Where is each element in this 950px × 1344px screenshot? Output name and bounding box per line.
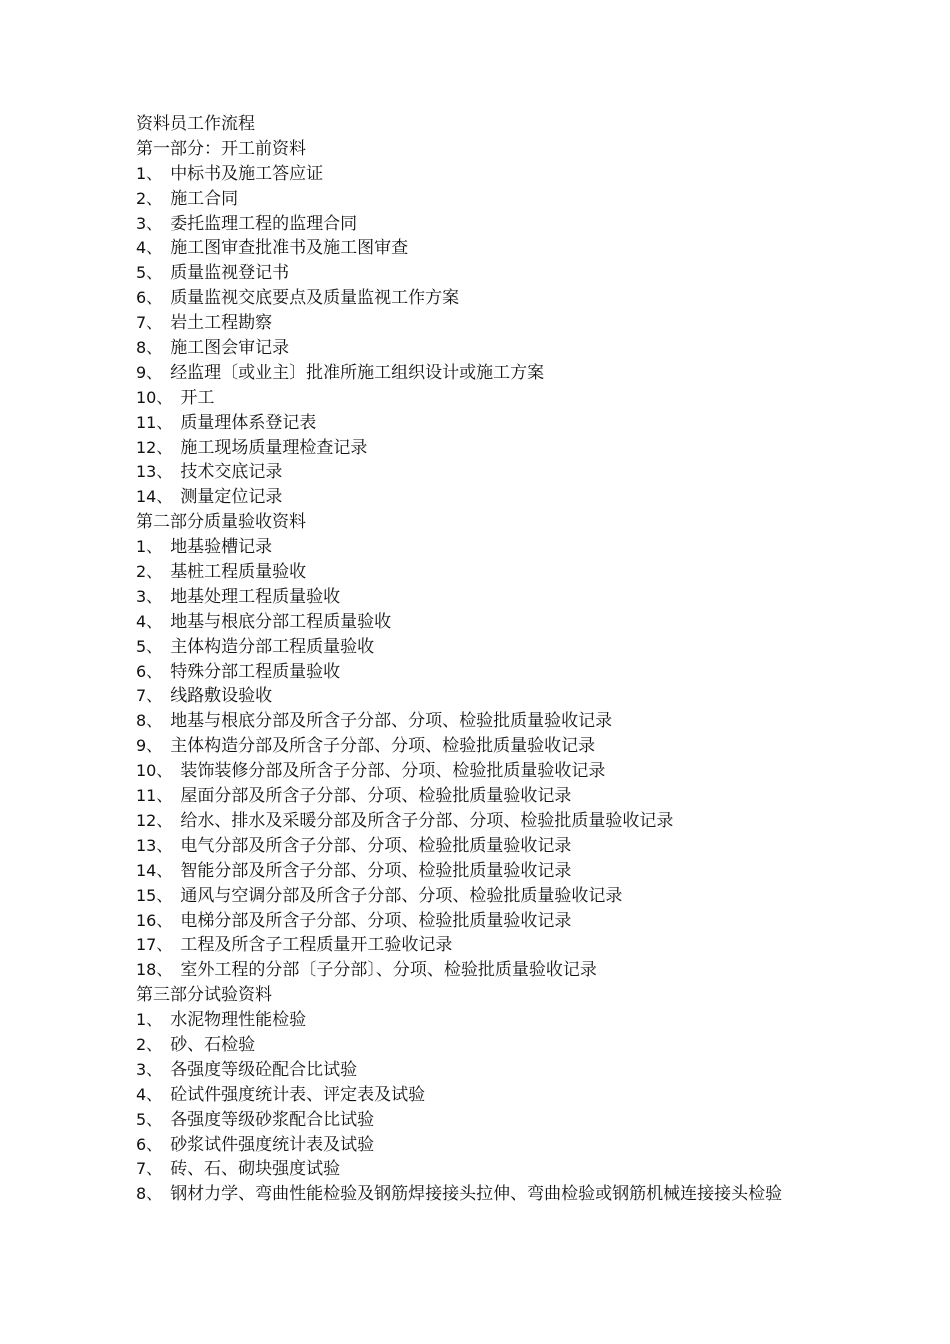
item-text: 地基与根底分部工程质量验收: [170, 611, 392, 632]
list-item: [136, 784, 836, 809]
list-item: [136, 1157, 836, 1182]
list-item: [136, 635, 836, 660]
item-number: 2、: [136, 562, 163, 582]
list-item: [136, 809, 836, 834]
list-item: [136, 1008, 836, 1033]
list-item: [136, 162, 836, 187]
item-number: 5、: [136, 1109, 163, 1129]
item-number: 8、: [136, 1184, 163, 1204]
item-number: 9、: [136, 736, 163, 756]
list-item: [136, 1133, 836, 1158]
item-number: 9、: [136, 362, 163, 382]
list-item: [136, 286, 836, 311]
section-heading: 第一部分：开工前资料: [136, 138, 306, 159]
list-item: [136, 660, 836, 685]
item-text: 工程及所含子工程质量开工验收记录: [180, 935, 453, 956]
list-item: [136, 610, 836, 635]
list-item: [136, 1083, 836, 1108]
list-item: [136, 1182, 808, 1207]
item-number: 1、: [136, 537, 163, 557]
list-item: [136, 361, 836, 386]
item-text: 施工图审查批准书及施工图审查: [170, 238, 409, 259]
item-text: 施工现场质量理检查记录: [180, 437, 368, 458]
list-item: [136, 336, 836, 361]
item-text: 砂、石检验: [170, 1034, 256, 1055]
item-number: 12、: [136, 437, 173, 457]
item-text: 主体构造分部及所含子分部、分项、检验批质量验收记录: [170, 736, 596, 757]
list-item: [136, 212, 836, 237]
item-number: 13、: [136, 835, 173, 855]
list-item: [136, 411, 836, 436]
list-item: [136, 759, 836, 784]
item-text: 岩土工程勘察: [170, 313, 273, 334]
item-text: 开工: [180, 387, 215, 408]
item-text: 给水、排水及采暖分部及所含子分部、分项、检验批质量验收记录: [180, 810, 674, 831]
list-item: [136, 311, 836, 336]
item-text: 屋面分部及所含子分部、分项、检验批质量验收记录: [180, 786, 572, 807]
item-text: 质量监视登记书: [170, 263, 290, 284]
list-item: [136, 834, 836, 859]
item-text: 经监理〔或业主〕批准所施工组织设计或施工方案: [170, 362, 545, 383]
item-number: 4、: [136, 1084, 163, 1104]
item-text: 测量定位记录: [180, 487, 283, 508]
item-text: 质量理体系登记表: [180, 412, 317, 433]
item-text: 地基验槽记录: [170, 537, 273, 558]
list-item: [136, 933, 836, 958]
list-item: [136, 684, 836, 709]
item-text: 地基处理工程质量验收: [170, 586, 341, 607]
item-number: 1、: [136, 1010, 163, 1030]
list-item: [136, 460, 836, 485]
item-text: 通风与空调分部及所含子分部、分项、检验批质量验收记录: [180, 885, 623, 906]
list-item: [136, 261, 836, 286]
list-item: [136, 1033, 836, 1058]
item-text: 钢材力学、弯曲性能检验及钢筋焊接接头拉伸、弯曲检验或钢筋机械连接接头检验: [170, 1184, 783, 1205]
item-number: 11、: [136, 412, 173, 432]
item-number: 4、: [136, 611, 163, 631]
list-item: [136, 884, 836, 909]
item-text: 质量监视交底要点及质量监视工作方案: [170, 288, 460, 309]
item-number: 4、: [136, 238, 163, 258]
document-page: [136, 112, 836, 1207]
item-text: 施工图会审记录: [170, 338, 290, 359]
item-text: 线路敷设验收: [170, 686, 273, 707]
list-item: [136, 187, 836, 212]
item-number: 13、: [136, 462, 173, 482]
item-text: 智能分部及所含子分部、分项、检验批质量验收记录: [180, 860, 572, 881]
item-text: 水泥物理性能检验: [170, 1010, 307, 1031]
list-item: [136, 585, 836, 610]
item-text: 委托监理工程的监理合同: [170, 213, 358, 234]
item-number: 11、: [136, 786, 173, 806]
item-number: 10、: [136, 387, 173, 407]
item-number: 15、: [136, 885, 173, 905]
item-text: 地基与根底分部及所含子分部、分项、检验批质量验收记录: [170, 711, 613, 732]
item-text: 装饰装修分部及所含子分部、分项、检验批质量验收记录: [180, 761, 606, 782]
list-item: [136, 560, 836, 585]
item-text: 砖、石、砌块强度试验: [170, 1159, 341, 1180]
item-text: 基桩工程质量验收: [170, 562, 307, 583]
item-number: 1、: [136, 163, 163, 183]
item-number: 7、: [136, 1159, 163, 1179]
list-item: [136, 236, 836, 261]
item-number: 7、: [136, 313, 163, 333]
list-item: [136, 1108, 836, 1133]
item-number: 10、: [136, 761, 173, 781]
item-number: 17、: [136, 935, 173, 955]
item-number: 14、: [136, 860, 173, 880]
list-item: [136, 386, 836, 411]
item-number: 5、: [136, 636, 163, 656]
item-text: 特殊分部工程质量验收: [170, 661, 341, 682]
list-item: [136, 909, 836, 934]
item-text: 各强度等级砼配合比试验: [170, 1059, 358, 1080]
list-item: [136, 734, 836, 759]
item-text: 砼试件强度统计表、评定表及试验: [170, 1084, 426, 1105]
item-text: 电气分部及所含子分部、分项、检验批质量验收记录: [180, 835, 572, 856]
item-number: 6、: [136, 1134, 163, 1154]
item-text: 主体构造分部工程质量验收: [170, 636, 375, 657]
item-number: 8、: [136, 711, 163, 731]
item-text: 电梯分部及所含子分部、分项、检验批质量验收记录: [180, 910, 572, 931]
list-item: [136, 859, 836, 884]
item-number: 14、: [136, 487, 173, 507]
list-item: [136, 436, 836, 461]
item-text: 中标书及施工答应证: [170, 163, 324, 184]
section-heading: 第二部分质量验收资料: [136, 512, 306, 533]
list-item: [136, 958, 836, 983]
document-title: 资料员工作流程: [136, 114, 255, 134]
item-number: 3、: [136, 213, 163, 233]
item-text: 砂浆试件强度统计表及试验: [170, 1134, 375, 1155]
item-text: 室外工程的分部〔子分部〕、分项、检验批质量验收记录: [180, 960, 597, 981]
item-number: 8、: [136, 338, 163, 358]
item-number: 6、: [136, 661, 163, 681]
list-item: [136, 535, 836, 560]
list-item: [136, 485, 836, 510]
item-number: 3、: [136, 1059, 163, 1079]
item-number: 3、: [136, 586, 163, 606]
item-number: 18、: [136, 960, 173, 980]
item-number: 6、: [136, 288, 163, 308]
item-text: 技术交底记录: [180, 462, 283, 483]
item-number: 12、: [136, 810, 173, 830]
section-heading: 第三部分试验资料: [136, 985, 272, 1006]
list-item: [136, 709, 836, 734]
item-number: 7、: [136, 686, 163, 706]
item-number: 2、: [136, 1034, 163, 1054]
list-item: [136, 1058, 836, 1083]
item-number: 2、: [136, 188, 163, 208]
item-text: 各强度等级砂浆配合比试验: [170, 1109, 375, 1130]
item-number: 16、: [136, 910, 173, 930]
item-text: 施工合同: [170, 188, 239, 209]
item-number: 5、: [136, 263, 163, 283]
